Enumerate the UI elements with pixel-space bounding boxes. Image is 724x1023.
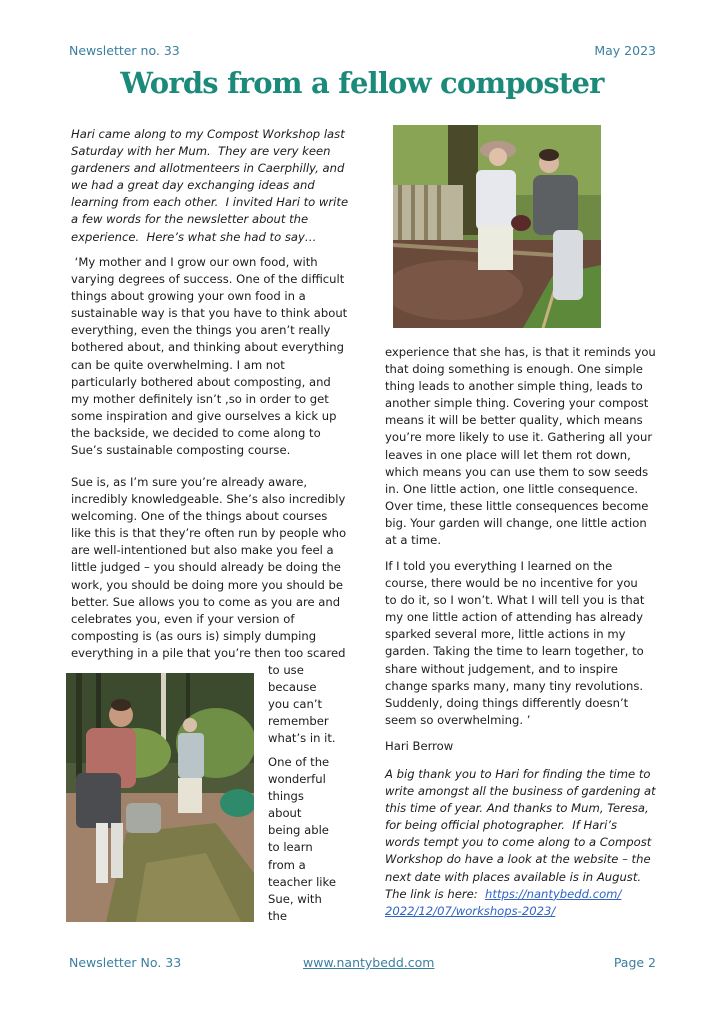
text-line: little judged – you should already be doing the — [71, 560, 341, 575]
photo-watering-compost — [66, 673, 254, 922]
body-paragraph-2 — [71, 474, 346, 662]
page-title: Words from a fellow composter — [120, 66, 604, 100]
text-line: Sue’s sustainable composting course. — [71, 443, 291, 458]
intro-paragraph — [71, 126, 348, 246]
text-line: things — [268, 789, 304, 804]
text-line — [385, 903, 656, 920]
text-line: Sue, with — [268, 891, 322, 906]
text-line: Suddenly, doing things differently doesn’t — [385, 695, 629, 710]
text-line: being able — [268, 823, 329, 838]
text-line: Over time, these little consequences become — [385, 498, 649, 513]
footer-website-link[interactable]: www.nantybedd.com — [303, 955, 435, 970]
footer-newsletter-number: Newsletter No. 33 — [69, 955, 182, 970]
text-line: write amongst all the business of gardening at — [385, 784, 656, 799]
text-line: change sparks many, many tiny revolutions. — [385, 678, 644, 693]
body-paragraph-2-wrap — [268, 662, 336, 747]
text-line: that doing something is enough. One simple — [385, 362, 643, 377]
photo-image — [66, 673, 254, 922]
text-line: to use — [268, 663, 304, 677]
text-line: in. One little action, one little consequence. — [385, 481, 639, 496]
text-line: we had a great day exchanging ideas and — [71, 178, 315, 193]
text-line: teacher like — [268, 874, 336, 889]
text-line: you can’t — [268, 697, 323, 712]
text-line: work, you should be doing more you should be — [71, 577, 344, 592]
text-line: ‘My mother and I grow our own food, with — [71, 255, 318, 269]
text-line: next date with places available is in August. — [385, 869, 642, 884]
text-line: because — [268, 680, 317, 695]
text-line: A big thank you to Hari for finding the time to — [385, 767, 651, 781]
text-line: Workshop do have a look at the website – the — [385, 852, 651, 867]
text-line: gardeners and allotmenteers in Caerphilly, and — [71, 161, 345, 176]
text-line: remember — [268, 714, 329, 729]
text-line: sustainable way is that you have to think about — [71, 306, 348, 321]
text-line: Hari came along to my Compost Workshop last — [71, 127, 345, 141]
workshop-link[interactable]: https://nantybedd.com/ — [485, 886, 622, 901]
text-line: wonderful — [268, 772, 326, 787]
text-line: everything, even the things you aren’t really — [71, 323, 331, 338]
text-line: about — [268, 806, 302, 821]
text-line — [385, 886, 656, 903]
text-line: you’re more likely to use it. Gathering all your — [385, 430, 653, 445]
text-line: experience. Here’s what she had to say… — [71, 229, 317, 244]
text-line: composting is (as ours is) simply dumping — [71, 628, 317, 643]
text-line: things about growing your own food in a — [71, 289, 306, 304]
text-line: a few words for the newsletter about the — [71, 212, 309, 227]
text-line: what’s in it. — [268, 731, 336, 746]
text-line: the — [268, 908, 288, 923]
thanks-paragraph — [385, 766, 656, 920]
text-line: If I told you everything I learned on the — [385, 559, 613, 573]
text-line: leaves in one place will let them rot down, — [385, 447, 631, 462]
text-line: at a time. — [385, 533, 442, 548]
photo-garden-rake — [393, 125, 601, 328]
text-line: better. Sue allows you to come as you are and — [71, 594, 341, 609]
signature — [385, 738, 453, 755]
text-line: for being official photographer. If Hari’s — [385, 818, 618, 833]
text-line: my one little action of attending has already — [385, 610, 644, 625]
text-line: celebrates you, even if your version of — [71, 611, 295, 626]
text-line: to learn — [268, 840, 313, 855]
text-line: seem so overwhelming. ’ — [385, 712, 531, 727]
text-line: the backside, we decided to come along to — [71, 425, 321, 440]
text-line: big. Your garden will change, one little action — [385, 515, 647, 530]
signature-name: Hari Berrow — [385, 739, 454, 753]
header-date: May 2023 — [594, 43, 656, 58]
text-line: some inspiration and give ourselves a kick up — [71, 408, 337, 423]
text-line: incredibly knowledgeable. She’s also incredibly — [71, 492, 346, 507]
text-line: means it will be better quality, which means — [385, 413, 643, 428]
text-line: thing leads to another simple thing, leads to — [385, 379, 643, 394]
body-paragraph-3-wrap — [268, 754, 336, 925]
workshop-link-continued[interactable]: 2022/12/07/workshops-2023/ — [385, 903, 556, 918]
photo-image — [393, 125, 601, 328]
text-line: experience that she has, is that it reminds you — [385, 345, 656, 359]
text-line: welcoming. One of the things about courses — [71, 509, 328, 524]
text-line: this time of year. And thanks to Mum, Teresa, — [385, 801, 649, 816]
text-line: One of the — [268, 755, 330, 769]
text-line: everything in a pile that you’re then too scared — [71, 645, 346, 660]
text-line: Saturday with her Mum. They are very keen — [71, 144, 331, 159]
text-line: share without judgement, and to inspire — [385, 661, 618, 676]
text-line: can be quite overwhelming. I am not — [71, 357, 285, 372]
text-line: words tempt you to come along to a Compost — [385, 835, 652, 850]
body-paragraph-1 — [71, 254, 347, 459]
text-line: which means you can use them to sow seeds — [385, 464, 649, 479]
text-line: to do it, so I won’t. What I will tell you is that — [385, 593, 645, 608]
body-paragraph-4 — [385, 558, 644, 729]
text-line: varying degrees of success. One of the difficult — [71, 272, 345, 287]
header-newsletter-number: Newsletter no. 33 — [69, 43, 180, 58]
text-line: are well-intentioned but also make you feel a — [71, 543, 334, 558]
text-line: Sue is, as I’m sure you’re already aware, — [71, 475, 308, 489]
text-line: particularly bothered about composting, and — [71, 374, 331, 389]
text-line: course, there would be no incentive for you — [385, 576, 638, 591]
text-line: sparked several more, little actions in my — [385, 627, 626, 642]
body-paragraph-3 — [385, 344, 656, 549]
text-line: learning from each other. I invited Hari to write — [71, 195, 349, 210]
text-line: another simple thing. Covering your compost — [385, 396, 649, 411]
footer-page-number: Page 2 — [613, 955, 656, 970]
text-line: like this is that they’re often run by people who — [71, 526, 347, 541]
link-prefix: The link is here: — [385, 886, 486, 901]
text-line: garden. Taking the time to learn together, to — [385, 644, 644, 659]
text-line: bothered about, and thinking about everything — [71, 340, 344, 355]
text-line: from a — [268, 857, 306, 872]
text-line: my mother definitely isn’t ,so in order to get — [71, 391, 329, 406]
